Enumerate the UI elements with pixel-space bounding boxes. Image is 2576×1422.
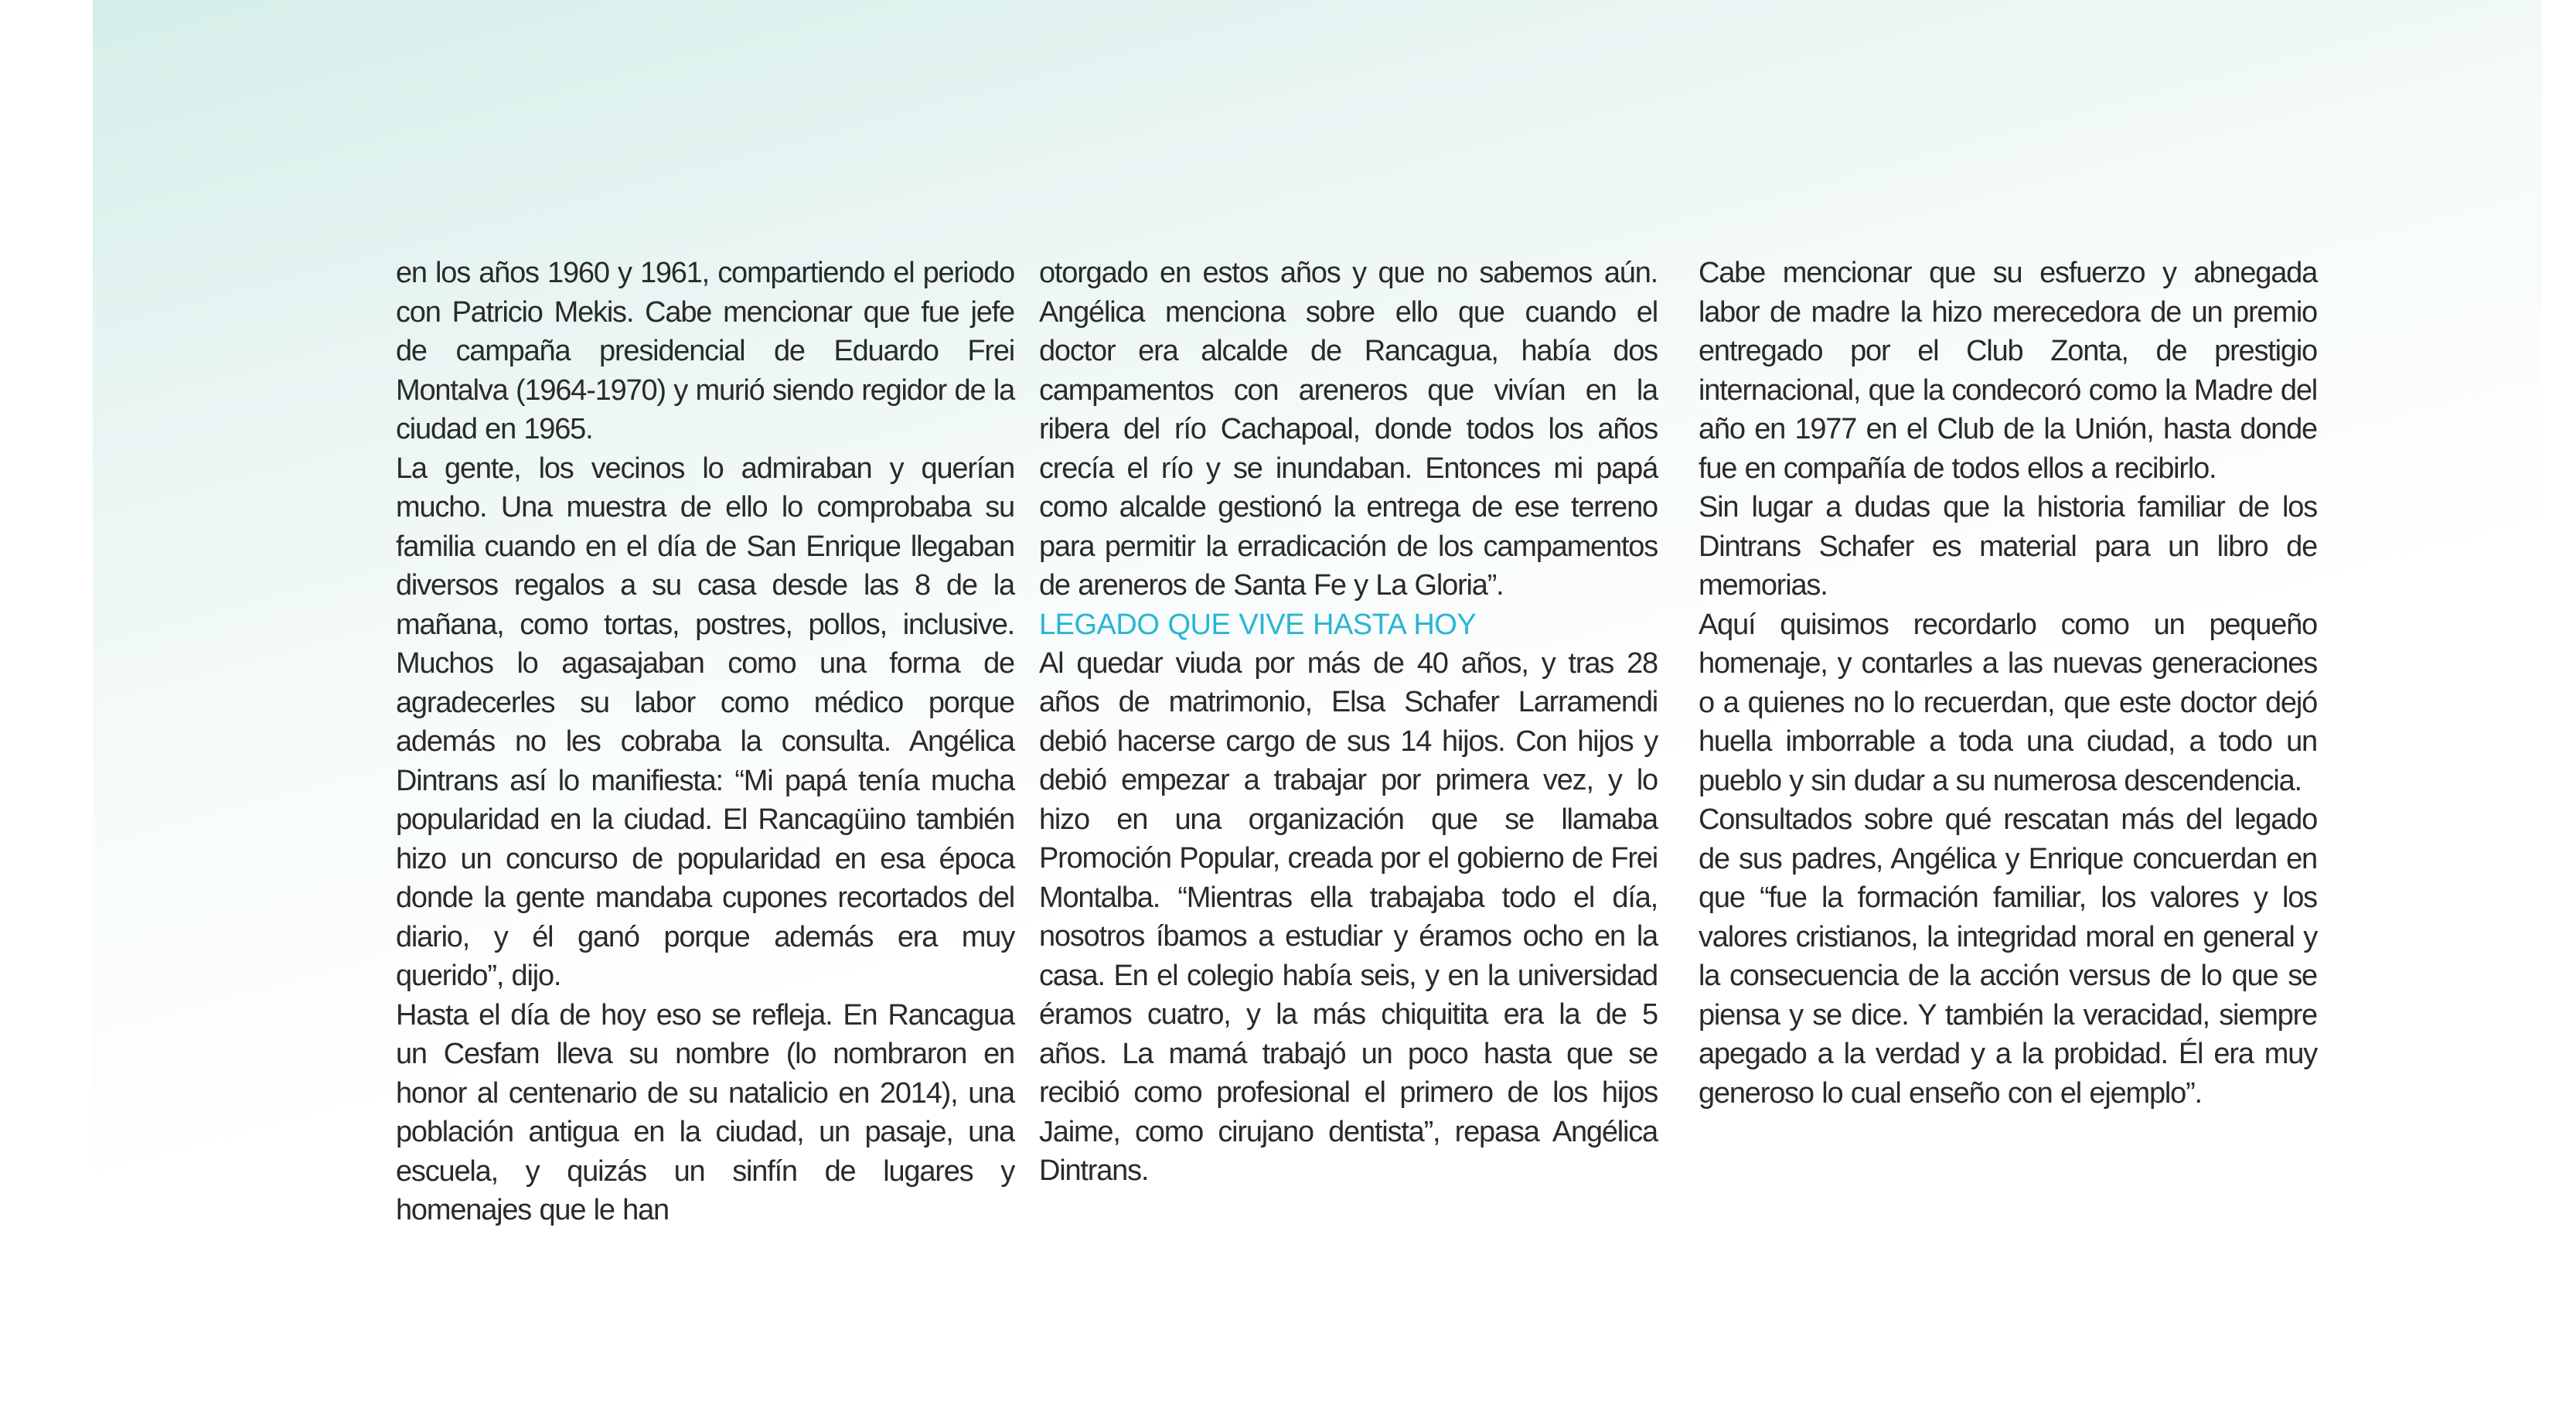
- paragraph: Al quedar viuda por más de 40 años, y tras 28 años de matrimonio, Elsa Schafer Larramendi debió hacerse cargo de sus 14 hijos. Con hijos y debió empezar a trabajar por primera vez, y lo hizo en una organización que se llamaba Promoción Popular, creada por el gobierno de Frei Montalba. “Mientras ella trabajaba todo el día, nosotros íbamos a estudiar y éramos ocho en la casa. En el colegio había seis, y en la universidad éramos cuatro, y la más chiquitita era la de 5 años. La mamá trabajó un poco hasta que se recibió como profesional el primero de los hijos Jaime, como cirujano dentista”, repasa Angélica Dintrans.: [1039, 646, 1658, 1187]
- paragraph: Hasta el día de hoy eso se refleja. En Rancagua un Cesfam lleva su nombre (lo nombraron en honor al centenario de su natalicio en 2014), una población antigua en la ciudad, un pasaje, una escuela, y quizás un sinfín de lugares y homenajes que le han: [396, 998, 1014, 1226]
- paragraph: La gente, los vecinos lo admiraban y querían mucho. Una muestra de ello lo comprobaba su familia cuando en el día de San Enrique llegaban diversos regalos a su casa desde las 8 de la mañana, como tortas, postres, pollos, inclusive. Muchos lo agasajaban como una forma de agradecerles su labor como médico porque además no les cobraba la consulta. Angélica Dintrans así lo manifiesta: “Mi papá tenía mucha popularidad en la ciudad. El Rancagüino también hizo un concurso de popularidad en esa época donde la gente mandaba cupones recortados del diario, y él ganó porque además era muy querido”, dijo.: [396, 452, 1014, 992]
- article-column-3: [1699, 254, 2317, 1113]
- article-column-1: [396, 254, 1014, 1230]
- paragraph: Cabe mencionar que su esfuerzo y abnegada labor de madre la hizo merecedora de un premio entregado por el Club Zonta, de prestigio internacional, que la condecoró como la Madre del año en 1977 en el Club de la Unión, hasta donde fue en compañía de todos ellos a recibirlo.: [1699, 257, 2317, 485]
- paragraph: en los años 1960 y 1961, compartiendo el periodo con Patricio Mekis. Cabe mencionar que fue jefe de campaña presidencial de Eduardo Frei Montalva (1964-1970) y murió siendo regidor de la ciudad en 1965.: [396, 257, 1014, 445]
- article-column-2: [1039, 254, 1658, 1191]
- paragraph: Aquí quisimos recordarlo como un pequeño homenaje, y contarles a las nuevas generaciones o a quienes no lo recuerdan, que este doctor dejó huella imborrable a toda una ciudad, a todo un pueblo y sin dudar a su numerosa descendencia.: [1699, 608, 2317, 797]
- paragraph: otorgado en estos años y que no sabemos aún. Angélica menciona sobre ello que cuando el doctor era alcalde de Rancagua, había dos campamentos con areneros que vivían en la ribera del río Cachapoal, donde todos los años crecía el río y se inundaban. Entonces mi papá como alcalde gestionó la entrega de ese terreno para permitir la erradicación de los campamentos de areneros de Santa Fe y La Gloria”.: [1039, 257, 1658, 602]
- section-subheading: LEGADO QUE VIVE HASTA HOY: [1039, 608, 1477, 641]
- paragraph: Sin lugar a dudas que la historia familiar de los Dintrans Schafer es material para un libro de memorias.: [1699, 491, 2317, 602]
- paragraph: Consultados sobre qué rescatan más del legado de sus padres, Angélica y Enrique concuerdan en que “fue la formación familiar, los valores y los valores cristianos, la integridad moral en general y la consecuencia de la acción versus de lo que se piensa y se dice. Y también la veracidad, siempre apegado a la verdad y a la probidad. Él era muy generoso lo cual enseño con el ejemplo”.: [1699, 803, 2317, 1110]
